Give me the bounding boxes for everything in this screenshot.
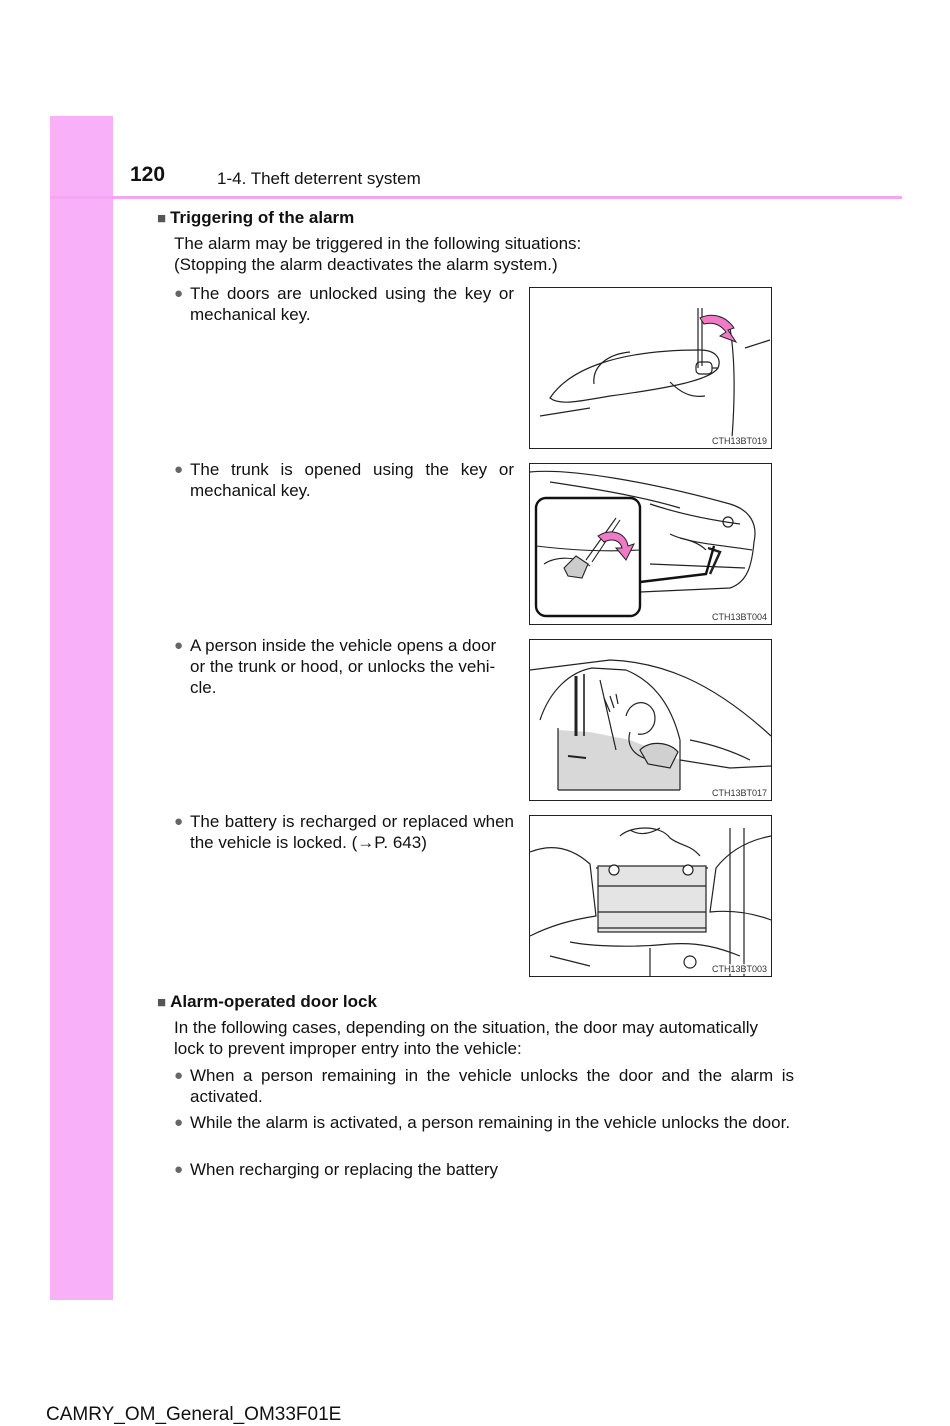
figure-code: CTH13BT017 — [711, 788, 767, 798]
page-number: 120 — [130, 163, 166, 186]
person-inside-illustration — [530, 640, 771, 800]
figure-code: CTH13BT019 — [711, 436, 767, 446]
bullet-icon: ● — [174, 461, 184, 478]
square-bullet-icon: ■ — [157, 210, 167, 227]
bullet-icon: ● — [174, 1161, 184, 1178]
header-rule — [50, 196, 902, 199]
trigger-item-text: The doors are unlocked using the key or mechanical key. — [190, 284, 514, 324]
heading-triggering-text: Triggering of the alarm — [170, 208, 355, 227]
trigger-item-person-inside — [174, 635, 514, 698]
footer-doc-id: CAMRY_OM_General_OM33F01E — [46, 1404, 342, 1425]
figure-battery — [529, 815, 772, 977]
figure-code: CTH13BT003 — [711, 964, 767, 974]
square-bullet-icon: ■ — [157, 994, 167, 1011]
section-title: 1-4. Theft deterrent system — [217, 169, 421, 188]
trigger-item-text: A person inside the vehicle opens a door or the trunk or hood, or unlocks the vehi-cle. — [190, 636, 497, 697]
bullet-icon: ● — [174, 813, 184, 830]
trigger-item-text: The trunk is opened using the key or mechanical key. — [190, 460, 514, 500]
door-lock-intro-line1: In the following cases, depending on the situation, the door may automatically — [174, 1018, 759, 1037]
heading-door-lock — [157, 992, 377, 1012]
figure-person-inside — [529, 639, 772, 801]
trigger-item-battery — [174, 811, 514, 853]
triggering-intro-line1: The alarm may be triggered in the following situations: — [174, 234, 582, 253]
door-lock-item-text: When a person remaining in the vehicle unlocks the door and the alarm is activated. — [190, 1066, 794, 1106]
door-lock-item-text: While the alarm is activated, a person remaining in the vehicle unlocks the door. — [190, 1113, 791, 1132]
bullet-icon: ● — [174, 1114, 184, 1131]
door-lock-item-unlock-alarm — [174, 1065, 794, 1107]
triggering-intro-line2: (Stopping the alarm deactivates the alarm system.) — [174, 255, 558, 274]
figure-door-handle-key — [529, 287, 772, 449]
side-color-band — [50, 116, 113, 1300]
battery-illustration — [530, 816, 771, 976]
figure-trunk-key — [529, 463, 772, 625]
figure-code: CTH13BT004 — [711, 612, 767, 622]
turn-arrow-icon — [700, 315, 736, 342]
door-lock-item-battery — [174, 1159, 794, 1180]
heading-triggering — [157, 208, 354, 228]
trigger-item-door-key — [174, 283, 514, 325]
trigger-item-text: The battery is recharged or replaced when the vehicle is locked. (→P. 643) — [190, 812, 514, 852]
door-lock-intro-line2: lock to prevent improper entry into the vehicle: — [174, 1039, 522, 1058]
bullet-icon: ● — [174, 1067, 184, 1084]
door-handle-illustration — [530, 288, 771, 448]
door-lock-item-text: When recharging or replacing the battery — [190, 1160, 499, 1179]
trigger-item-trunk-key — [174, 459, 514, 501]
bullet-icon: ● — [174, 637, 184, 654]
trunk-illustration — [530, 464, 771, 624]
heading-door-lock-text: Alarm-operated door lock — [170, 992, 377, 1011]
bullet-icon: ● — [174, 285, 184, 302]
door-lock-item-alarm-activated — [174, 1112, 794, 1133]
